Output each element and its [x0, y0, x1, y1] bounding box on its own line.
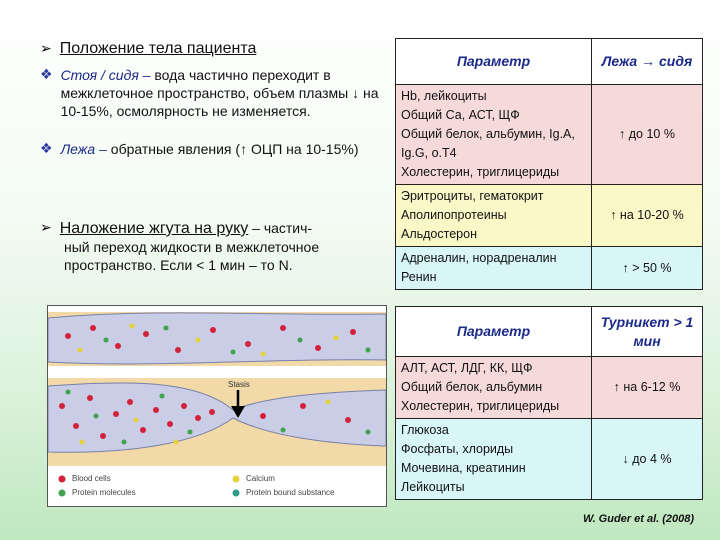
item-tourniquet-text: Наложение жгута на руку – частич- — [59, 220, 313, 237]
table1-row3-params: Адреналин, норадреналин Ренин — [396, 247, 592, 290]
table1-row2-params: Эритроциты, гематокрит Аполипопротеины Альдостерон — [396, 185, 592, 247]
arrow-bullet-icon: ➢ — [40, 220, 52, 236]
diamond-bullet-icon: ❖ — [40, 141, 53, 157]
table1-row1-params: Hb, лейкоциты Общий Са, АСТ, ЩФ Общий белок, альбумин, Ig.A, Ig.G, о.Т4 Холестерин, триглицериды — [396, 85, 592, 185]
item-lying — [40, 140, 380, 158]
legend-protein-molecules: Protein molecules — [72, 488, 136, 497]
table2-row2-params: Глюкоза Фосфаты, хлориды Мочевина, креатинин Лейкоциты — [396, 419, 592, 500]
diamond-bullet-icon: ❖ — [40, 67, 53, 83]
table1-row1-value: ↑ до 10 % — [592, 85, 703, 185]
item-lying-text: Лежа – обратные явления (↑ ОЦП на 10-15%) — [60, 141, 359, 157]
table2-header-value: Турникет > 1 мин — [592, 307, 703, 357]
legend-protein-bound: Protein bound substance — [246, 488, 335, 497]
item-tourniquet — [40, 219, 380, 238]
table1-row3-value: ↑ > 50 % — [592, 247, 703, 290]
heading-body-position — [40, 40, 360, 58]
tourniquet-table — [395, 306, 703, 500]
position-table — [395, 38, 703, 290]
table1-row2-value: ↑ на 10-20 % — [592, 185, 703, 247]
tourniquet-paragraph: ный переход жидкости в межклеточное пространство. Если < 1 мин – то N. — [64, 239, 320, 273]
legend-calcium: Calcium — [246, 474, 275, 483]
table1-header-value: Лежа → сидя — [592, 39, 703, 85]
table2-row1-params: АЛТ, АСТ, ЛДГ, КК, ЩФ Общий белок, альбумин Холестерин, триглицериды — [396, 357, 592, 419]
table2-row1-value: ↑ на 6-12 % — [592, 357, 703, 419]
item-standing-text: Стоя / сидя – вода частично переходит в межклеточное пространство, объем плазмы ↓ на 10-15%, осмолярность не изменяется. — [60, 67, 379, 119]
arrow-bullet-icon: ➢ — [40, 41, 52, 57]
item-standing — [40, 66, 380, 120]
citation: W. Guder et al. (2008) — [583, 513, 695, 525]
legend-blood-cells: Blood cells — [72, 474, 111, 483]
stasis-figure — [47, 305, 387, 507]
stasis-label: Stasis — [228, 380, 250, 389]
table2-header-param: Параметр — [396, 307, 592, 357]
left-text-block — [40, 40, 360, 58]
table1-header-param: Параметр — [396, 39, 592, 85]
heading-text: Положение тела пациента — [59, 40, 257, 57]
table2-row2-value: ↓ до 4 % — [592, 419, 703, 500]
